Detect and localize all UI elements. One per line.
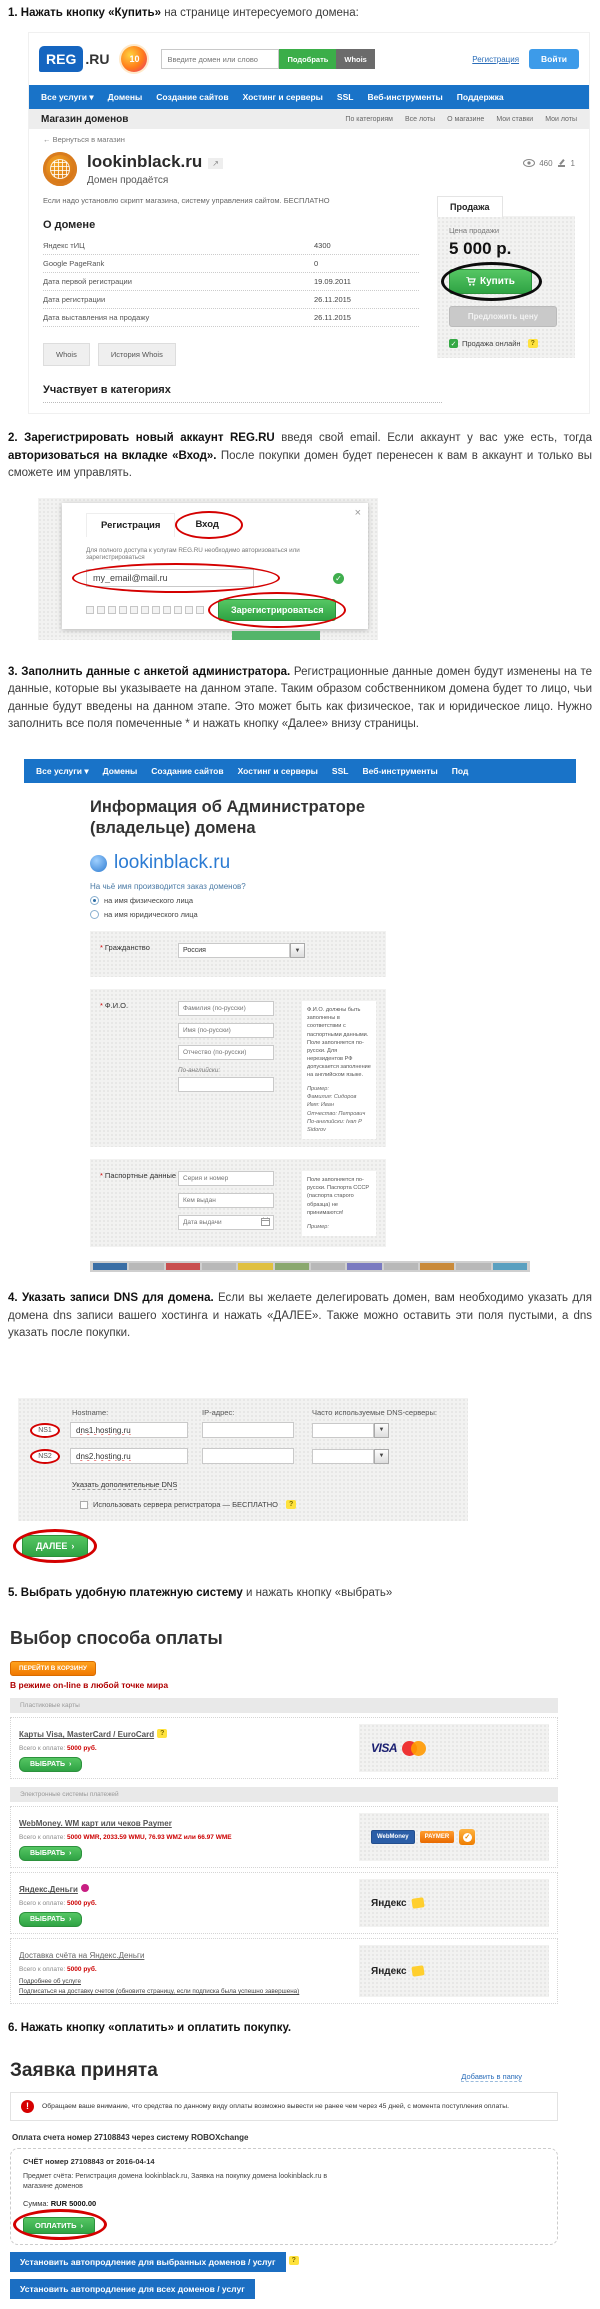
warning-box [10, 2092, 558, 2121]
ns1-badge: NS1 [30, 1423, 60, 1438]
arrow-right-icon: › [71, 1541, 75, 1551]
autorenew-all-row [10, 2279, 592, 2299]
buy-button-label: Купить [480, 276, 515, 288]
yandex-logo: Яндекс [371, 1965, 407, 1977]
radio-company[interactable] [90, 910, 590, 919]
domain-header [43, 152, 575, 186]
back-to-shop-link[interactable] [43, 135, 575, 144]
domain-search [161, 49, 374, 69]
order-accepted-section [8, 2060, 592, 2299]
nav-item-ssl[interactable]: SSL [336, 92, 354, 103]
example-line: Отчество: Петрович [307, 1110, 366, 1117]
step-2-rest1: введя свой email. Если аккаунт у вас уже есть, тогда [274, 432, 592, 445]
fio-box [90, 989, 386, 1147]
checkbox[interactable] [80, 1501, 88, 1509]
payment-method-link[interactable]: Яндекс.Деньги [19, 1885, 78, 1895]
register-button[interactable]: Зарегистрироваться [218, 599, 336, 621]
alert-icon: ! [21, 2100, 34, 2113]
fio-controls [178, 1001, 274, 1135]
radio-icon [90, 910, 99, 919]
shop-link-categories[interactable]: По категориям [345, 115, 393, 123]
fio-label [100, 1001, 178, 1135]
payment-row-cards [10, 1717, 558, 1779]
step-1-rest: на странице интересуемого домена: [161, 7, 359, 19]
payment-total [19, 1834, 359, 1841]
table-row [43, 291, 419, 309]
citizenship-label [100, 943, 178, 965]
payment-logos [359, 1945, 549, 1997]
main-nav [29, 85, 589, 109]
dropdown-arrow-icon: ▼ [290, 943, 305, 958]
english-label: По-английски: [178, 1067, 221, 1075]
calendar-icon[interactable] [261, 1217, 270, 1226]
whois-button[interactable]: Whois [336, 49, 375, 69]
ns2-dns-select[interactable] [312, 1449, 389, 1464]
step-4-text [8, 1290, 592, 1342]
pay-button[interactable] [23, 2217, 95, 2234]
total-value: 5000 руб. [67, 1745, 97, 1753]
shop-link-all-lots[interactable]: Все лоты [404, 115, 436, 123]
passport-hint-text: Поле заполняется по-русски. Паспорта СССР (паспорта старого образца) не принимаются! [307, 1177, 370, 1216]
sale-price: 5 000 р. [449, 239, 512, 259]
payment-logos [359, 1724, 549, 1772]
invoice-box [10, 2148, 558, 2245]
add-to-folder-link[interactable]: Добавить в папку [461, 2071, 522, 2081]
buy-button-wrap [449, 269, 532, 294]
nav-item-support[interactable]: Под [451, 766, 469, 776]
nav-item-domains[interactable]: Домены [102, 766, 138, 776]
webmoney-logo: WebMoney [371, 1830, 415, 1844]
required-star: * [100, 943, 103, 953]
next-button-label: ДАЛЕЕ [36, 1541, 68, 1551]
table-row [43, 237, 419, 255]
pay-button-wrap [23, 2215, 95, 2234]
payment-method-link[interactable]: Карты Visa, MasterCard / EuroCard [19, 1730, 155, 1740]
sale-tab[interactable]: Продажа [437, 196, 503, 217]
chevron-down-icon: ▾ [89, 91, 94, 102]
shop-links [345, 116, 577, 123]
citizenship-label-text: Гражданство [104, 943, 150, 953]
example-line: По-английски: Ivan P Sidorov [307, 1118, 362, 1133]
social-login-icons[interactable] [86, 606, 204, 614]
choose-button-label: ВЫБРАТЬ [30, 1850, 66, 1858]
about-domain-title: О домене [43, 219, 96, 232]
more-dns-link[interactable]: Указать дополнительные DNS [72, 1480, 178, 1489]
yandex-wallet-icon [411, 1966, 424, 1978]
hostname-header: Hostname: [72, 1408, 109, 1417]
total-label: Всего к оплате: [19, 1900, 66, 1908]
shop-link-about[interactable]: О магазине [447, 115, 485, 123]
sale-online-label: Продажа онлайн [462, 339, 521, 349]
nav-item-support[interactable]: Поддержка [456, 92, 504, 103]
payment-row-yandex [10, 1872, 558, 1934]
nav-item-webtools[interactable]: Веб-инструменты [362, 766, 438, 776]
step-5-text [8, 1585, 592, 1602]
required-star: * [100, 1171, 103, 1181]
required-star: * [100, 1001, 103, 1011]
regru-logo-text: REG [39, 46, 83, 72]
nav-item-all-services[interactable] [36, 766, 89, 777]
autorenew-all-button[interactable]: Установить автопродление для всех доменов / услуг [10, 2279, 255, 2299]
ns2-hostname-input[interactable] [70, 1448, 188, 1464]
middlename-field[interactable] [178, 1045, 274, 1060]
registration-link[interactable]: Регистрация [472, 54, 520, 64]
subscribe-link[interactable]: Подписаться на доставку счетов (обновите страницу, если подписка была успешно завершена) [19, 1988, 300, 1996]
firstname-field[interactable] [178, 1023, 274, 1038]
ns1-hostname-input[interactable] [70, 1422, 188, 1438]
step-2-bold2: авторизоваться на вкладке «Вход». [8, 449, 217, 462]
example-label: Пример: [307, 1223, 329, 1230]
domain-row [90, 852, 590, 874]
yandex-logo: Яндекс [371, 1897, 407, 1909]
nav-item-ssl[interactable]: SSL [331, 766, 349, 776]
nav-item-site-building[interactable]: Создание сайтов [156, 92, 229, 103]
table-row [43, 309, 419, 327]
payment-row-invoice-delivery [10, 1938, 558, 2004]
nav-item-all-services[interactable] [41, 92, 94, 103]
row-label: Дата первой регистрации [43, 273, 314, 291]
back-arrow-icon: ← [43, 135, 51, 145]
paymer-logo: PAYMER [420, 1831, 455, 1843]
categories-title: Участвует в категориях [43, 384, 442, 403]
step-2-text [8, 430, 592, 482]
ns1-row [30, 1422, 456, 1438]
english-name-field[interactable] [178, 1077, 274, 1092]
domain-info-column [43, 196, 437, 366]
ns1-ip-input[interactable] [202, 1422, 294, 1438]
choose-button[interactable] [19, 1757, 82, 1772]
total-value: 5000 WMR, 2033.59 WMU, 76.93 WMZ или 66.97 WME [67, 1834, 232, 1842]
domain-name: lookinblack.ru [87, 152, 203, 172]
regru-logo[interactable] [39, 46, 109, 72]
group-plastic-cards: Пластиковые карты [10, 1698, 558, 1713]
payment-row-webmoney [10, 1806, 558, 1868]
register-button-wrap [204, 599, 336, 621]
radio-person[interactable] [90, 896, 590, 905]
nav-label: Все услуги [41, 91, 87, 102]
lastname-field[interactable] [178, 1001, 274, 1016]
auth-modal [62, 503, 368, 629]
domain-page-body [29, 129, 589, 413]
service-details-link[interactable]: Подробнее об услуге [19, 1978, 81, 1986]
autorenew-selected-row [10, 2252, 592, 2272]
passport-box [90, 1159, 386, 1247]
payment-title: Выбор способа оплаты [10, 1628, 223, 1649]
sale-box [437, 216, 575, 358]
check-icon: ✓ [450, 340, 457, 348]
nav-item-webtools[interactable]: Веб-инструменты [367, 92, 443, 103]
nav-label: Все услуги [36, 765, 82, 776]
tab-login-label: Вход [195, 519, 219, 530]
shop-link-my-bids[interactable]: Мои ставки [496, 115, 534, 123]
total-value: 5000 руб. [67, 1966, 97, 1974]
step-1-text [8, 5, 592, 22]
dropdown-arrow-icon: ▼ [374, 1449, 389, 1464]
screenshot-dns-form [18, 1398, 468, 1557]
admin-form-content [24, 783, 590, 1272]
arrow-right-icon: › [69, 1850, 72, 1858]
auth-tabs [62, 503, 368, 537]
main-nav [24, 759, 576, 783]
ns2-badge: NS2 [30, 1449, 60, 1464]
pay-button-label: ОПЛАТИТЬ [35, 2220, 77, 2230]
domain-search-input[interactable] [161, 49, 279, 69]
passport-date-field[interactable] [178, 1215, 274, 1230]
shop-title: Магазин доменов [41, 113, 129, 125]
payment-row-left [19, 1879, 359, 1927]
chevron-down-icon: ▾ [84, 765, 89, 776]
whois-buttons [43, 343, 419, 366]
views-count: 460 [539, 158, 553, 168]
group-electronic: Электронные системы платежей [10, 1787, 558, 1802]
dns-column-headers [30, 1408, 456, 1417]
screenshot-admin-form [24, 759, 590, 1272]
tab-registration[interactable]: Регистрация [86, 513, 175, 537]
payment-row-left [19, 1813, 359, 1861]
email-field[interactable] [86, 569, 254, 587]
step-5-bold: 5. Выбрать удобную платежную систему [8, 1587, 243, 1599]
nav-item-hosting[interactable]: Хостинг и серверы [242, 92, 323, 103]
table-row [43, 273, 419, 291]
step-4-rest: Если вы желаете делегировать домен, вам необходимо указать для домена dns записи вашего хостинга и нажать «ДАЛЕЕ». Также можно оставить эти поля пустыми, а dns указать после покупки. [8, 1292, 592, 1339]
nav-item-hosting[interactable]: Хостинг и серверы [237, 766, 318, 776]
admin-form-heading: Информация об Администраторе (владельце) домена [90, 798, 366, 837]
step-3-text [8, 664, 592, 733]
payment-row-links [19, 1977, 359, 1997]
auth-info-text: Для полного доступа к услугам REG.RU необходимо авторизоваться или зарегистрироваться [86, 547, 300, 561]
screenshot-domain-page [28, 32, 590, 414]
question-badge-icon[interactable]: ? [289, 2256, 299, 2265]
sum-label: Сумма: [23, 2198, 49, 2208]
offer-price-button[interactable]: Предложить цену [449, 306, 557, 327]
row-label: Дата выставления на продажу [43, 309, 314, 327]
auth-links [472, 49, 579, 69]
step-2-rest2: После покупки домен будет перенесен к вам в аккаунт и только вы сможете им управлять. [8, 449, 592, 479]
fio-label-text: Ф.И.О. [104, 1001, 129, 1011]
login-button[interactable]: Войти [529, 49, 579, 69]
invoice-sum [23, 2199, 545, 2208]
fio-hint [302, 1001, 376, 1139]
total-label: Всего к оплате: [19, 1834, 66, 1842]
passport-issued-field[interactable] [178, 1193, 274, 1208]
radio-person-label: на имя физического лица [104, 896, 194, 906]
registrar-servers-checkbox-row [80, 1500, 456, 1509]
ns2-ip-input[interactable] [202, 1448, 294, 1464]
radio-selected-icon [90, 896, 99, 905]
next-button-wrap [22, 1535, 88, 1557]
next-button[interactable] [22, 1535, 88, 1557]
final-title: Заявка принята [10, 2059, 158, 2081]
visa-logo: VISA [371, 1741, 398, 1756]
row-label: Яндекс тИЦ [43, 237, 314, 255]
checkbox-label: Использовать сервера регистратора — БЕСПЛАТНО [93, 1500, 279, 1509]
gavel-icon [557, 158, 567, 168]
domain-title-block [87, 152, 223, 186]
total-value: 5000 руб. [67, 1900, 97, 1908]
choose-button-label: ВЫБРАТЬ [30, 1761, 66, 1769]
step-6-bold: 6. Нажать кнопку «оплатить» и оплатить покупку. [8, 2022, 292, 2035]
citizenship-box [90, 931, 386, 977]
price-label: Цена продажи [449, 226, 500, 236]
sale-column [437, 196, 575, 366]
passport-label-text: Паспортные данные [104, 1171, 177, 1181]
yandex-wallet-icon [411, 1897, 424, 1909]
online-note: В режиме on-line в любой точке мира [10, 1680, 169, 1691]
yandex-money-icon [81, 1884, 89, 1892]
choose-button-label: ВЫБРАТЬ [30, 1916, 66, 1924]
email-row [86, 569, 344, 587]
sale-online-row [449, 339, 563, 348]
eye-icon [523, 159, 535, 167]
globe-icon [43, 152, 77, 186]
pick-domain-button[interactable]: Подобрать [279, 49, 336, 69]
row-value: 0 [314, 255, 419, 273]
step-1-bold: 1. Нажать кнопку «Купить» [8, 7, 162, 19]
step-3-rest: Регистрационные данные домен будут изменены на те данные, которые вы указываете на данном этапе. Таким образом собственником домена будет то лицо, чьи данные будут введены на данном этапе. Это может быть как физическое, так и юридическое лицо. Нужно заполнить все поля помеченные * и нажать кнопку «Далее» внизу страницы. [8, 666, 592, 730]
fio-hint-text: Ф.И.О. должны быть заполнены в соответствии с паспортными данными. Поле заполняется по-русски. Для нерезидентов РФ допускается заполнение на английском языке. [307, 1007, 371, 1079]
step-3-bold: 3. Заполнить данные с анкетой администратора. [8, 666, 291, 678]
passport-controls [178, 1171, 274, 1235]
radio-company-label: на имя юридического лица [104, 910, 198, 920]
total-label: Всего к оплате: [19, 1745, 66, 1753]
domain-stats [523, 152, 575, 168]
bids-count: 1 [570, 158, 575, 168]
ns2-row [30, 1448, 456, 1464]
payment-method-title[interactable]: Доставка счёта на Яндекс.Деньги [19, 1951, 145, 1961]
nav-item-site-building[interactable]: Создание сайтов [151, 766, 224, 776]
step-6-text [8, 2020, 592, 2037]
warning-text: Обращаем ваше внимание, что средства по данному виду оплаты возможно вывести не ранее чем через 45 дней, с момента поступления оплаты. [42, 2102, 509, 2110]
row-value: 19.09.2011 [314, 273, 419, 291]
arrow-right-icon: › [69, 1916, 72, 1924]
final-title-row [8, 2060, 592, 2082]
whois-info-button[interactable]: Whois [43, 343, 90, 366]
row-label: Google PageRank [43, 255, 314, 273]
choose-button[interactable] [19, 1846, 82, 1861]
go-to-cart-button[interactable]: ПЕРЕЙТИ В КОРЗИНУ [10, 1661, 96, 1676]
passport-series-field[interactable] [178, 1171, 274, 1186]
citizenship-value: Россия [178, 943, 290, 958]
payment-logos [359, 1813, 549, 1861]
example-line: Имя: Иван [307, 1102, 334, 1109]
ns1-dns-select[interactable] [312, 1423, 389, 1438]
arrow-right-icon: › [80, 2220, 83, 2230]
payment-row-left [19, 1945, 359, 1997]
table-row [43, 255, 419, 273]
screenshot-auth-modal [38, 498, 378, 640]
question-badge-icon[interactable]: ? [157, 1729, 167, 1738]
background-button-fragment [232, 631, 320, 640]
domain-info-table [43, 237, 419, 327]
fio-example [307, 1085, 371, 1134]
example-label: Пример: [307, 1086, 329, 1093]
whois-history-button[interactable]: История Whois [98, 343, 176, 366]
total-label: Всего к оплате: [19, 1966, 66, 1974]
payment-logos [359, 1879, 549, 1927]
row-value: 26.11.2015 [314, 309, 419, 327]
payment-method-link[interactable]: WebMoney. WM карт или чеков Paymer [19, 1819, 172, 1829]
choose-button[interactable] [19, 1912, 82, 1927]
domain-status: Домен продаётся [87, 175, 169, 187]
buy-button[interactable] [449, 269, 532, 294]
anniversary-icon: 10 [121, 46, 147, 72]
nav-item-domains[interactable]: Домены [107, 92, 143, 103]
close-icon[interactable]: × [354, 507, 361, 519]
invoice-subject: Предмет счёта: Регистрация домена lookinblack.ru, Заявка на покупку домена lookinblack.ru в магазине доменов [23, 2172, 328, 2191]
order-name-question: На чьё имя производится заказ доменов? [90, 882, 246, 892]
back-link-label: Вернуться в магазин [52, 135, 125, 145]
payment-section [8, 1628, 592, 2004]
modal-bottom-row [86, 599, 344, 621]
citizenship-select[interactable] [178, 943, 305, 965]
dropdown-arrow-icon: ▼ [374, 1423, 389, 1438]
row-value: 4300 [314, 237, 419, 255]
question-badge-icon[interactable]: ? [286, 1500, 296, 1509]
invoice-number-line: СЧЁТ номер 27108843 от 2016-04-14 [23, 2156, 155, 2166]
invoice-heading: Оплата счета номер 27108843 через систему ROBOXchange [12, 2132, 249, 2142]
row-value: 26.11.2015 [314, 291, 419, 309]
dns-servers-header: Часто используемые DNS-серверы: [312, 1408, 437, 1417]
example-line: Фамилия: Сидоров [307, 1094, 357, 1101]
payment-total [19, 1966, 359, 1973]
tab-login[interactable] [181, 513, 233, 537]
dns-box [18, 1398, 468, 1521]
payment-row-left [19, 1724, 359, 1772]
payment-total [19, 1745, 359, 1752]
valid-check-icon: ✓ [333, 573, 344, 584]
mastercard-logo [402, 1741, 426, 1756]
site-header [29, 33, 589, 85]
step-2-bold1: 2. Зарегистрировать новый аккаунт REG.RU [8, 432, 275, 445]
passport-label [100, 1171, 178, 1235]
regru-logo-ru: .RU [85, 51, 110, 68]
external-link-icon[interactable]: ↗ [208, 158, 223, 169]
passport-hint [302, 1171, 376, 1236]
domain-name: lookinblack.ru [114, 852, 231, 874]
guarantee-badge-icon [459, 1829, 475, 1845]
ip-header: IP-адрес: [202, 1408, 235, 1417]
sum-value: RUR 5000.00 [50, 2198, 97, 2208]
taskbar-strip [90, 1261, 530, 1272]
globe-icon [90, 855, 107, 872]
payment-total [19, 1900, 359, 1907]
row-label: Дата регистрации [43, 291, 314, 309]
arrow-right-icon: › [69, 1761, 72, 1769]
check-icon: ✓ [464, 1834, 471, 1842]
step-5-rest: и нажать кнопку «выбрать» [242, 1587, 393, 1599]
domain-main [43, 196, 575, 366]
passport-date-row [178, 1215, 274, 1230]
shop-bar [29, 109, 589, 129]
step-4-bold: 4. Указать записи DNS для домена. [8, 1292, 214, 1305]
question-badge-icon[interactable]: ? [528, 339, 538, 348]
autorenew-selected-button[interactable]: Установить автопродление для выбранных доменов / услуг [10, 2252, 286, 2272]
shop-link-my-lots[interactable]: Мои лоты [545, 115, 577, 123]
cart-icon [466, 277, 476, 286]
seller-note: Если надо установлю скрипт магазина, систему управления сайтом. БЕСПЛАТНО [43, 196, 330, 206]
citizenship-control [178, 943, 305, 965]
